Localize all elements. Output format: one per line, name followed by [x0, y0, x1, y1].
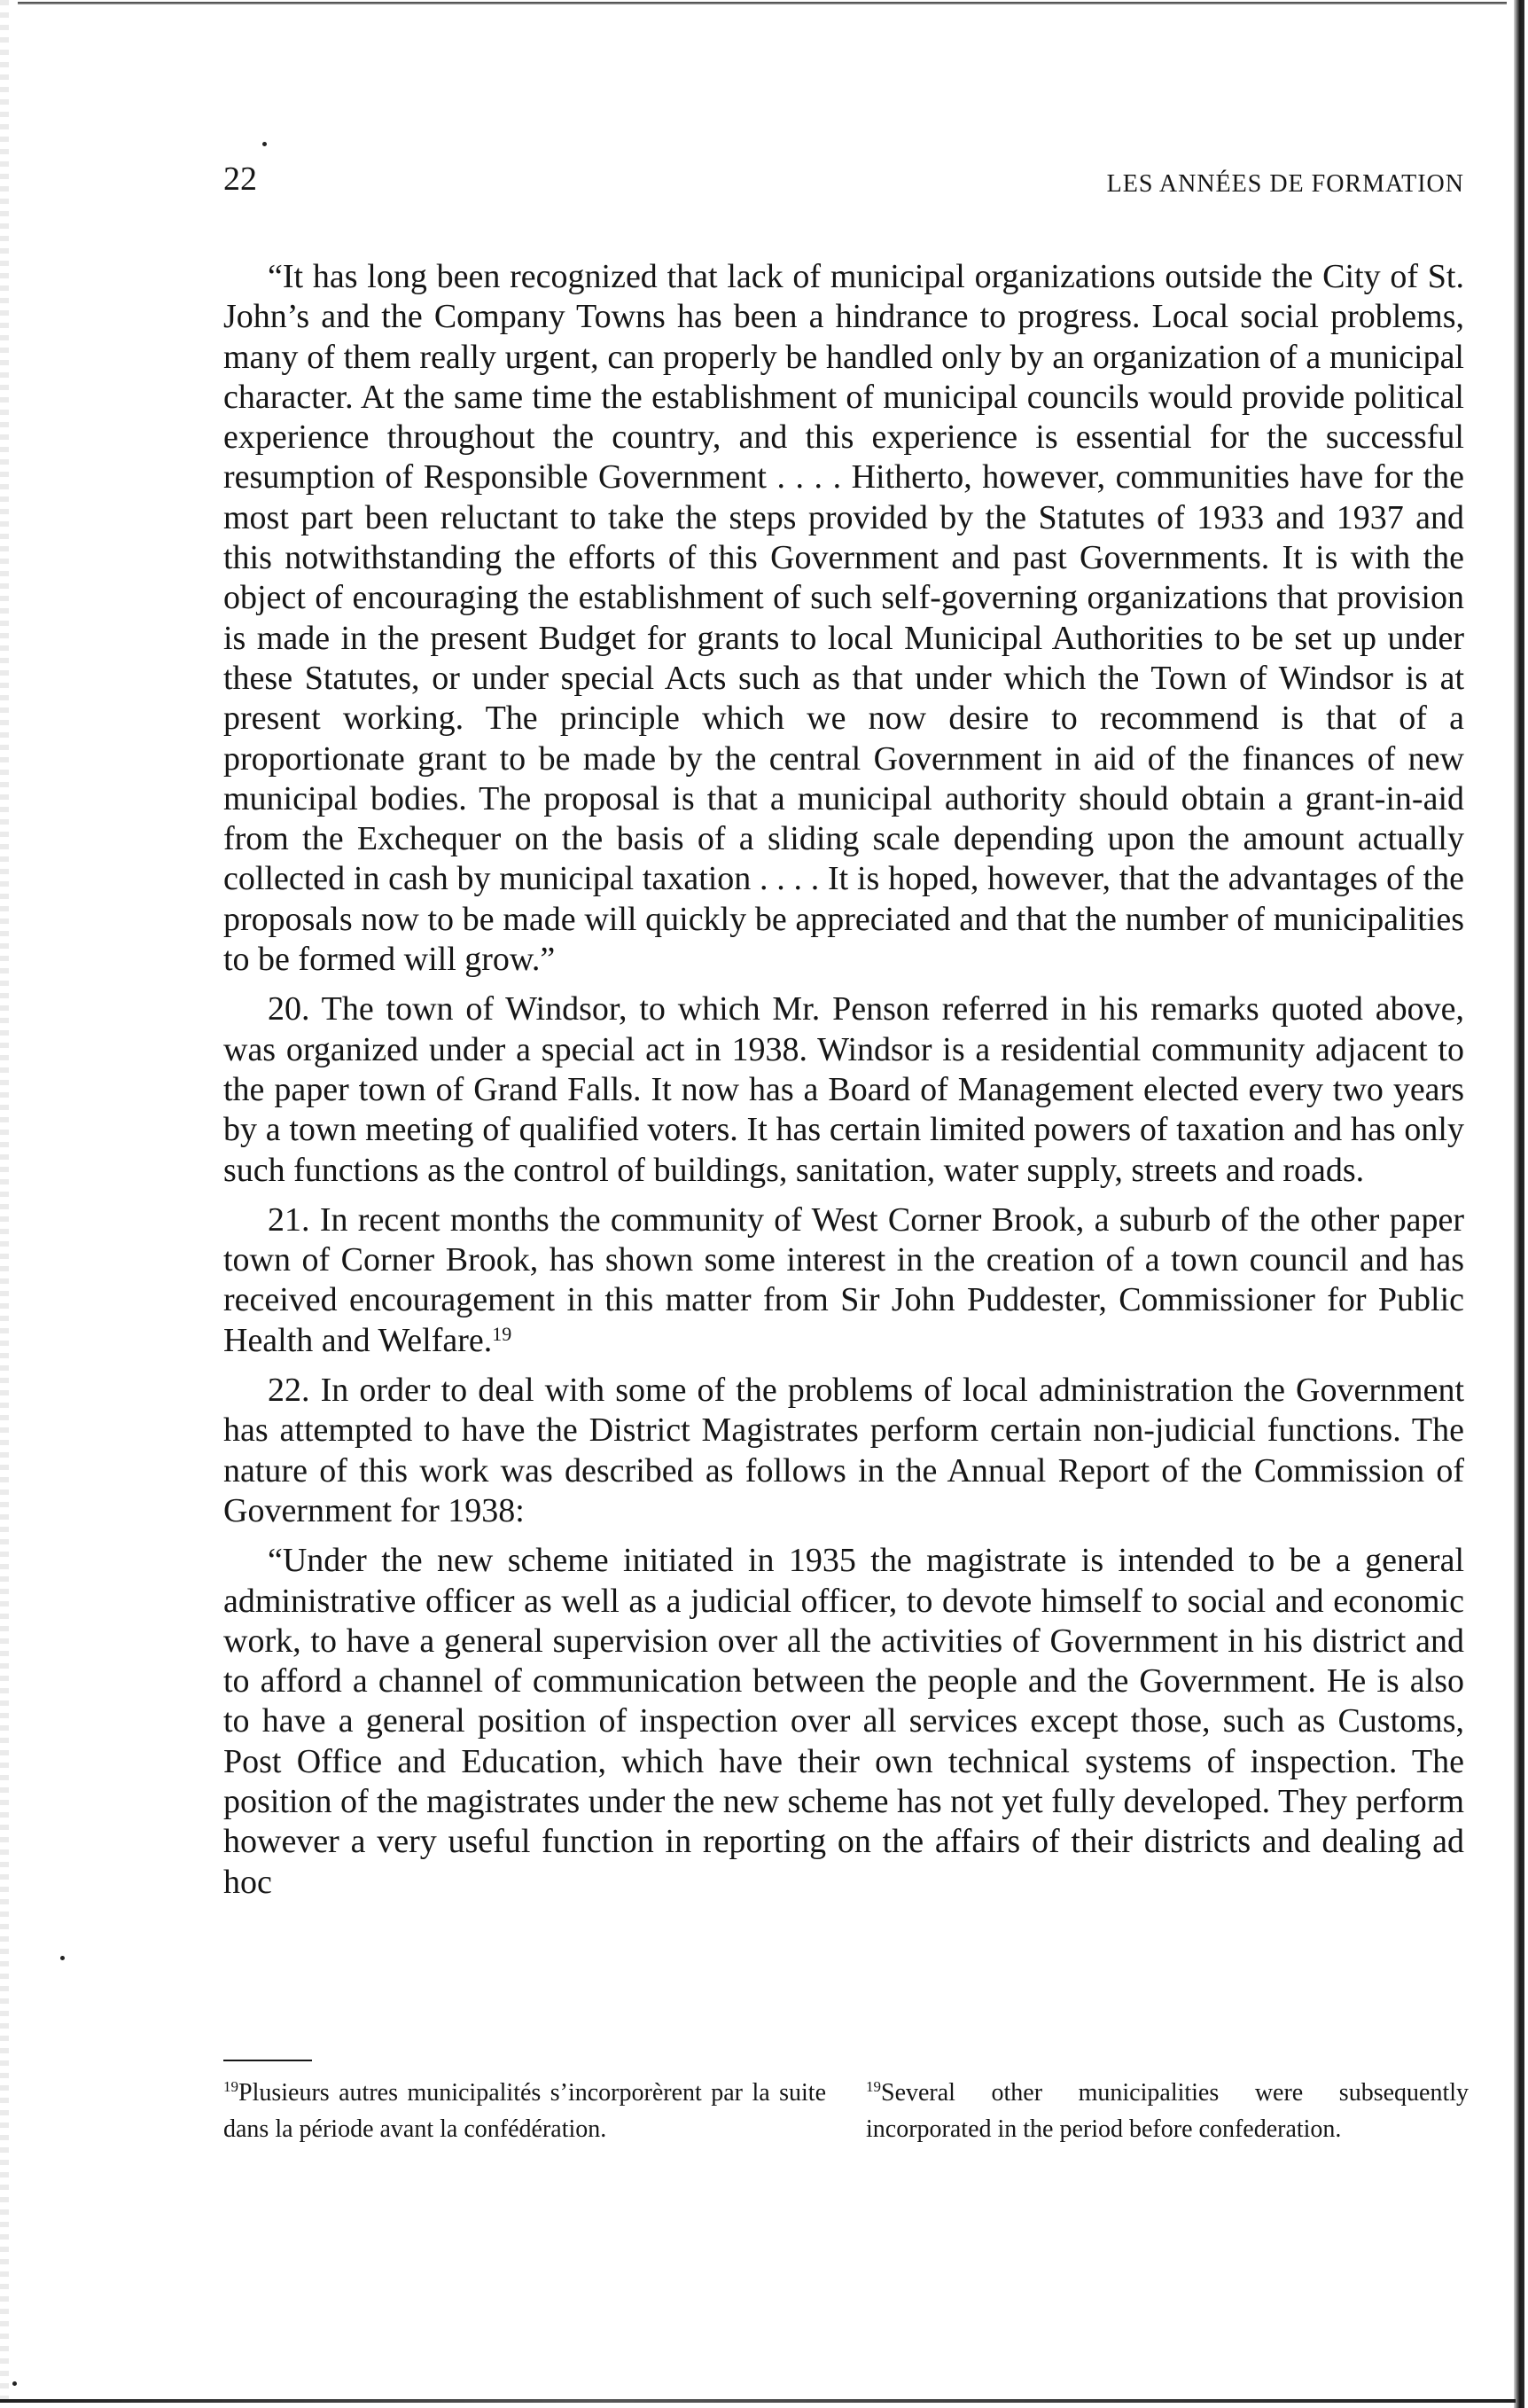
footnote-divider	[223, 2060, 312, 2061]
footnote-french	[223, 2075, 826, 2147]
scan-bottom-edge	[0, 2399, 1516, 2403]
page-number: 22	[223, 160, 257, 198]
footnote-marker: 19	[223, 2078, 238, 2095]
scan-speck	[262, 142, 267, 146]
page-header	[223, 160, 1464, 204]
footnote-english-text: Several other municipalities were subsequently incorporated in the period before confederation.	[866, 2079, 1469, 2143]
quoted-paragraph-penson: “It has long been recognized that lack of municipal organizations outside the City of St. John’s and the Company Towns has been a hindrance to progress. Local social problems, many of them really urgent, can properly be handled only by an organization of a municipal character. At the same time the establishment of municipal councils would provide political experience throughout the country, and this experience is essential for the successful resumption of Responsible Government . . . . Hitherto, however, communities have for the most part been reluctant to take the steps provided by the Statutes of 1933 and 1937 and this notwithstanding the efforts of this Government and past Governments. It is with the object of encouraging the establishment of such self-governing organizations that provision is made in the present Budget for grants to local Municipal Authorities to be set up under these Statutes, or under special Acts such as that under which the Town of Windsor is at present working. The principle which we now desire to recommend is that of a proportionate grant to be made by the central Government in aid of the finances of new municipal bodies. The proposal is that a municipal authority should obtain a grant-in-aid from the Exchequer on the basis of a sliding scale depending upon the amount actually collected in cash by municipal taxation . . . . It is hoped, however, that the advantages of the proposals now to be made will quickly be appreciated and that the number of municipalities to be formed will grow.”	[223, 258, 1464, 979]
paragraph-21-text: 21. In recent months the community of West Corner Brook, a suburb of the other paper town of Corner Brook, has shown some interest in the creation of a town council and has received encouragement in this matter from Sir John Puddester, Commissioner for Public Health and Welfare.	[223, 1200, 1464, 1359]
paragraph-20: 20. The town of Windsor, to which Mr. Penson referred in his remarks quoted above, was organized under a special act in 1938. Windsor is a residential community adjacent to the paper town of Grand Falls. It now has a Board of Management elected every two years by a town meeting of qualified voters. It has certain limited powers of taxation and has only such functions as the control of buildings, sanitation, water supply, streets and roads.	[223, 990, 1464, 1189]
scan-left-edge	[0, 0, 9, 2408]
quoted-paragraph-annual-report: “Under the new scheme initiated in 1935 the magistrate is intended to be a general administrative officer as well as a judicial officer, to devote himself to social and economic work, to have a general supervision over all the activities of Government in his district and to afford a channel of communication between the people and the Government. He is also to have a general position of inspection over all services except those, such as Customs, Post Office and Education, which have their own technical systems of inspection. The position of the magistrates under the new scheme has not yet fully developed. They perform however a very useful function in reporting on the affairs of their districts and dealing ad hoc	[223, 1542, 1464, 1901]
scan-speck	[12, 2381, 17, 2386]
scan-top-edge	[18, 2, 1507, 4]
paragraph-21	[223, 1200, 1464, 1361]
running-head: LES ANNÉES DE FORMATION	[1106, 170, 1464, 198]
paragraph-22: 22. In order to deal with some of the problems of local administration the Government has attempted to have the District Magistrates perform certain non-judicial functions. The nature of this work was described as follows in the Annual Report of the Commission of Government for 1938:	[223, 1372, 1464, 1529]
body-text	[223, 257, 1464, 1912]
footnote-english	[866, 2075, 1469, 2147]
footnote-reference: 19	[492, 1322, 512, 1345]
scan-right-edge	[1514, 0, 1524, 2408]
scan-speck	[60, 1956, 65, 1960]
footnote-french-text: Plusieurs autres municipalités s’incorporèrent par la suite dans la période avant la confédération.	[223, 2079, 826, 2143]
footnote-marker: 19	[866, 2078, 881, 2095]
